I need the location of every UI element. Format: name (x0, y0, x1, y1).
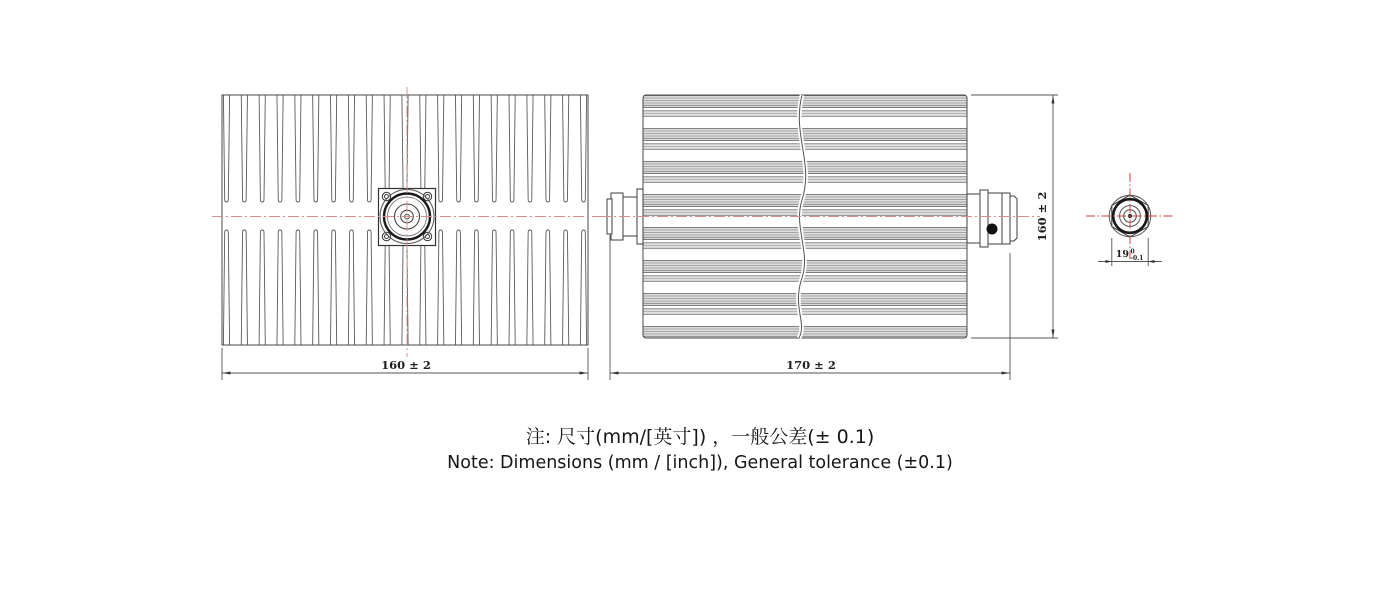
fin-slot (384, 95, 390, 202)
fin-slot (438, 230, 444, 345)
fin-slot (580, 95, 586, 202)
fin-slot (277, 230, 283, 345)
note-line-english: Note: Dimensions (mm / [inch]), General tolerance (±0.1) (447, 453, 953, 473)
arrow-right (580, 372, 588, 375)
fin-slot (277, 95, 283, 202)
arrow-left (223, 372, 231, 375)
fin-slot (527, 95, 533, 202)
connector-right (967, 190, 1017, 247)
fin-slot (331, 95, 337, 202)
fin-slot (473, 230, 479, 345)
fin-slot (527, 230, 533, 345)
fin-slot (348, 95, 354, 202)
fin-slot (491, 95, 497, 202)
fin-slot (491, 230, 497, 345)
fin-slot (455, 95, 461, 202)
fin-slot (420, 95, 426, 202)
fin-slot (384, 230, 390, 345)
side-view-drawing (590, 85, 1070, 385)
fin-slot (241, 95, 247, 202)
dimension-front-width (222, 348, 588, 380)
fin-slot (259, 95, 265, 202)
fin-slot (313, 95, 319, 202)
fin-slot (545, 95, 551, 202)
side-length-dim-label: 170 ± 2 (786, 358, 836, 372)
fin-slot (563, 95, 569, 202)
fin-slot (455, 230, 461, 345)
fin-slot (438, 95, 444, 202)
fin-slot (563, 230, 569, 345)
fin-slot (295, 95, 301, 202)
drawing-notes (0, 424, 1400, 476)
fin-slot (223, 230, 229, 345)
end-dim-tol-lower: -0.1 (1130, 255, 1144, 262)
fin-slot (295, 230, 301, 345)
fin-slot (259, 230, 265, 345)
fin-slot (223, 95, 229, 202)
crosshair-centerlines (1086, 173, 1174, 259)
fin-slot (473, 95, 479, 202)
fin-slot (313, 230, 319, 345)
fin-slot (420, 230, 426, 345)
end-dim-tol-upper: 0 (1130, 248, 1135, 256)
end-dim-value: 19 (1115, 249, 1129, 260)
fin-slot (241, 230, 247, 345)
front-width-dim-label: 160 ± 2 (381, 358, 431, 372)
fin-slot (509, 230, 515, 345)
front-view-drawing (210, 85, 610, 385)
fin-slot (545, 230, 551, 345)
end-view-drawing (1080, 160, 1190, 275)
note-line-chinese: 注: 尺寸(mm/[英寸]) ，一般公差(± 0.1) (525, 426, 875, 448)
connector-hole (987, 224, 998, 235)
fin-slot (509, 95, 515, 202)
side-height-dim-label: 160 ± 2 (1035, 191, 1049, 242)
fin-slot (331, 230, 337, 345)
fin-slot (348, 230, 354, 345)
fin-slot (366, 230, 372, 345)
fin-slot (580, 230, 586, 345)
fin-slot (366, 95, 372, 202)
